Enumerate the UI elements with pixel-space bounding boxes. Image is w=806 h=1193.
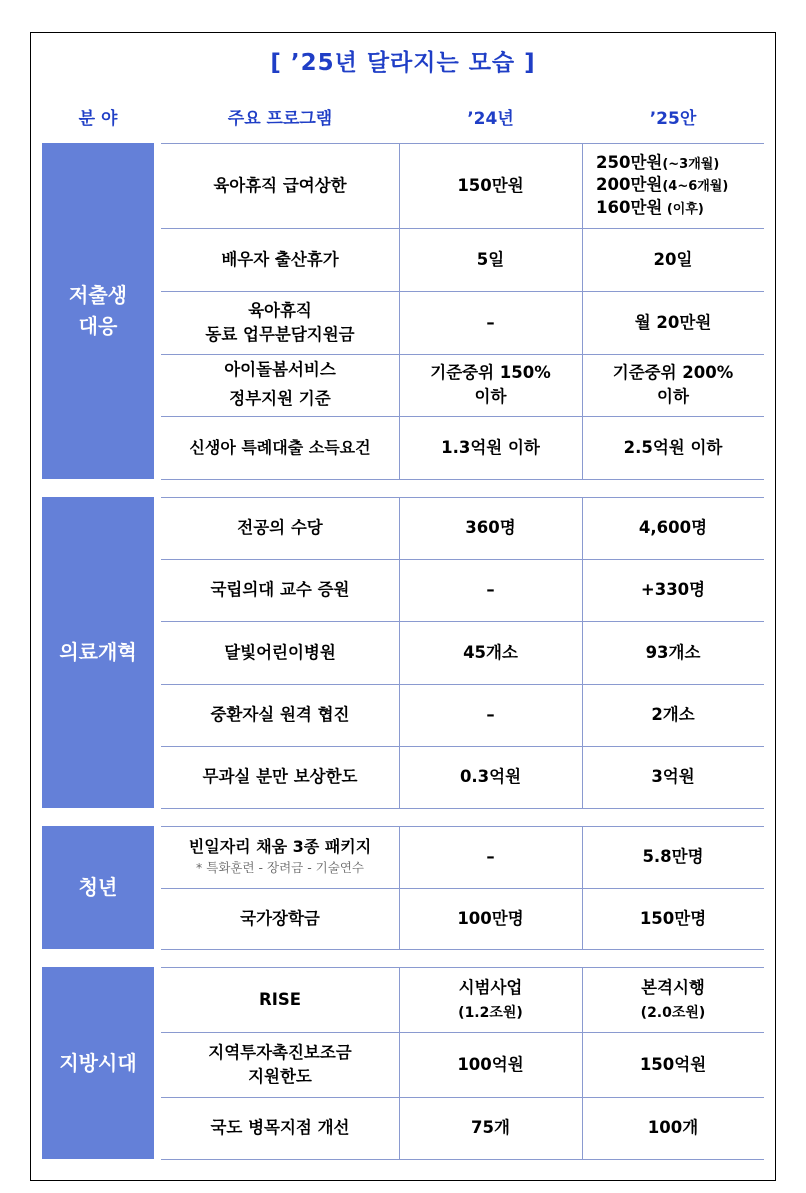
value-line: 160만원 (이후) [596,197,704,217]
value-2025-cell: 월 20만원 [634,312,712,332]
value-2024-cell: – [486,847,495,867]
program-cell: 지역투자촉진보조금 지원한도 [208,1042,352,1086]
value-main: 본격시행 [641,977,705,997]
program-cell: 아이돌봄서비스 정부지원 기준 [224,360,336,408]
program-cell: 국가장학금 [240,908,320,928]
value-2024-cell: 5일 [476,249,505,269]
category-low-birth: 저출생 대응 [42,143,154,479]
value-sub: (2.0조원) [640,1004,706,1021]
value-2024-cell: 100만명 [457,908,524,928]
program-label: 빈일자리 채움 3종 패키지 [188,837,372,857]
section-youth [161,826,764,949]
value-2024-cell: 기준중위 150% 이하 [430,363,551,406]
value-2024-cell: 45개소 [463,642,518,662]
program-cell: 육아휴직 동료 업무분담지원금 [205,300,355,344]
page-title: [ ’25년 달라지는 모습 ] [270,50,536,76]
value-2025-cell: 93개소 [645,642,701,662]
header-field: 분 야 [78,109,118,129]
program-cell: 국도 병목지점 개선 [210,1118,350,1138]
program-cell [161,826,399,888]
value-2025-cell [582,143,764,228]
value-2025-cell: 기준중위 200% 이하 [612,363,734,406]
category-youth: 청년 [42,826,154,949]
value-2025-cell: 20일 [653,249,693,269]
value-line: 200만원(4~6개월) [596,175,729,195]
value-2024-cell: 150만원 [457,175,524,195]
value-2025-cell: 3억원 [651,767,695,787]
section-low-birth [161,143,764,479]
program-cell: RISE [259,989,301,1009]
category-regional-era: 지방시대 [42,967,154,1159]
value-2024-cell: – [486,705,495,725]
category-medical-reform: 의료개혁 [42,497,154,808]
value-2025-cell: 150억원 [639,1054,707,1074]
value-main: 시범사업 [458,977,523,997]
value-2024-cell: 1.3억원 이하 [441,437,540,457]
value-sub: (1.2조원) [458,1004,523,1021]
header-program: 주요 프로그램 [227,109,333,129]
value-2025-cell: 5.8만명 [642,847,704,867]
program-note: * 특화훈련 - 장려금 - 기술연수 [196,860,364,876]
value-2024-cell: 75개 [471,1118,510,1138]
program-cell: 배우자 출산휴가 [221,249,339,269]
program-cell: 달빛어린이병원 [224,642,336,662]
program-cell: 무과실 분만 보상한도 [202,767,358,787]
value-line: 250만원(~3개월) [596,153,720,173]
value-2025-cell [582,967,764,1032]
value-2025-cell: +330명 [640,580,706,600]
program-cell: 전공의 수당 [237,518,323,538]
header-2025: ’25안 [649,109,697,129]
program-cell: 중환자실 원격 협진 [210,705,350,725]
value-2024-cell: 0.3억원 [459,767,522,787]
value-2025-cell: 100개 [647,1118,699,1138]
value-2025-cell: 2.5억원 이하 [623,437,723,457]
value-2024-cell: 100억원 [457,1054,524,1074]
program-cell: 육아휴직 급여상한 [213,175,347,195]
value-2024-cell: – [486,312,495,332]
value-2025-cell: 150만명 [639,908,707,928]
header-2024: ’24년 [467,109,514,129]
value-2025-cell: 2개소 [651,705,695,725]
program-cell: 신생아 특례대출 소득요건 [189,437,371,457]
value-2025-cell: 4,600명 [638,518,708,538]
section-medical-reform [161,497,764,808]
value-2024-cell: – [486,580,495,600]
section-regional-era [161,967,764,1159]
program-cell: 국립의대 교수 증원 [210,580,350,600]
value-2024-cell [399,967,582,1032]
value-2024-cell: 360명 [465,518,516,538]
